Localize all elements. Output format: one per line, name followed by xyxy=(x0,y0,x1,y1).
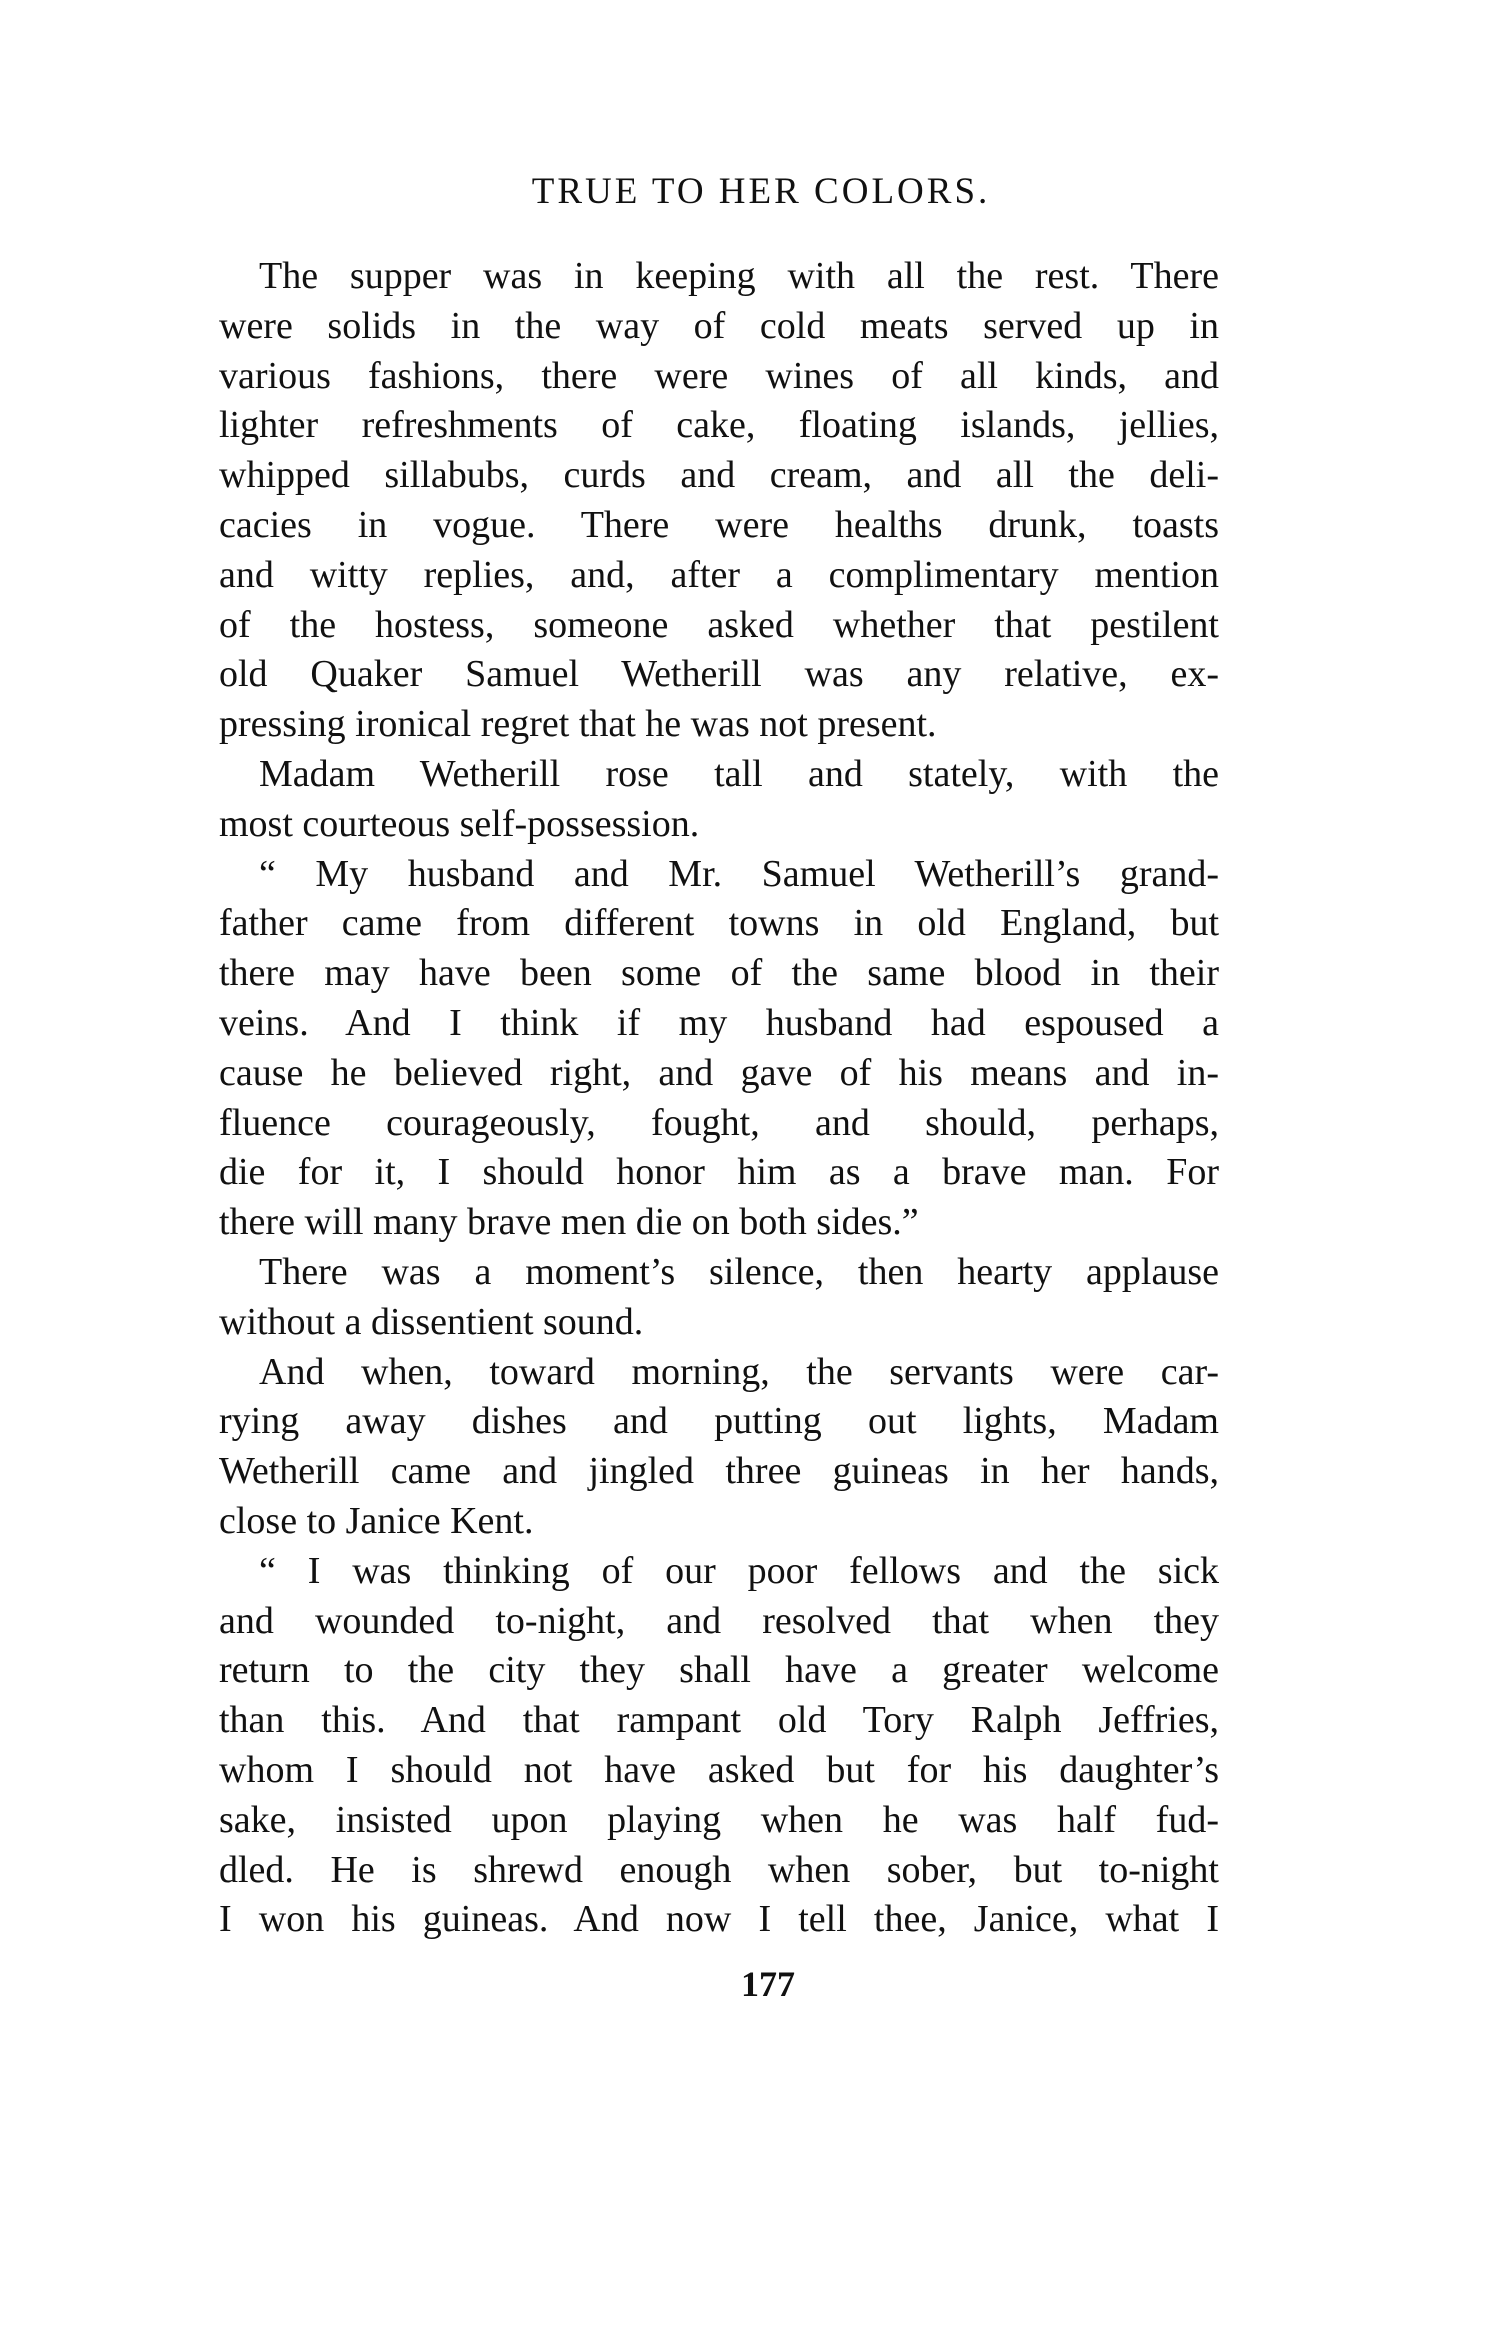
text-line: Madam Wetherill rose tall and stately, with the xyxy=(259,752,1219,795)
body-text xyxy=(219,252,1219,1945)
text-line: “ I was thinking of our poor fellows and the sick xyxy=(259,1549,1219,1592)
text-line: And when, toward morning, the servants were car- xyxy=(259,1350,1219,1393)
text-line: father came from different towns in old England, but xyxy=(219,902,1219,945)
text-line: and wounded to-night, and resolved that when they xyxy=(219,1599,1219,1642)
text-line: various fashions, there were wines of all kinds, and xyxy=(219,354,1219,397)
text-line: of the hostess, someone asked whether that pestilent xyxy=(219,603,1219,646)
text-line: whipped sillabubs, curds and cream, and all the deli- xyxy=(219,454,1219,497)
text-line: there may have been some of the same blood in their xyxy=(219,952,1219,995)
text-line: fluence courageously, fought, and should, perhaps, xyxy=(219,1101,1219,1144)
text-line: without a dissentient sound. xyxy=(219,1300,644,1343)
page-number: 177 xyxy=(741,1964,795,2004)
text-line: lighter refreshments of cake, floating islands, jellies, xyxy=(219,404,1219,447)
text-line: whom I should not have asked but for his daughter’s xyxy=(219,1748,1219,1791)
text-line: dled. He is shrewd enough when sober, but to-night xyxy=(219,1848,1219,1891)
text-line: close to Janice Kent. xyxy=(219,1499,534,1542)
text-line: cacies in vogue. There were healths drunk, toasts xyxy=(219,503,1219,546)
running-head: TRUE TO HER COLORS. xyxy=(531,171,991,212)
text-line: I won his guineas. And now I tell thee, Janice, what I xyxy=(219,1898,1219,1941)
text-line: old Quaker Samuel Wetherill was any relative, ex- xyxy=(219,653,1219,696)
text-line: sake, insisted upon playing when he was half fud- xyxy=(219,1798,1219,1841)
text-line: Wetherill came and jingled three guineas in her hands, xyxy=(219,1450,1219,1493)
text-line: were solids in the way of cold meats served up in xyxy=(219,304,1219,347)
text-line: veins. And I think if my husband had espoused a xyxy=(219,1001,1219,1044)
text-line: die for it, I should honor him as a brave man. For xyxy=(219,1151,1219,1194)
text-line: and witty replies, and, after a complimentary mention xyxy=(219,553,1219,596)
text-line: return to the city they shall have a greater welcome xyxy=(219,1649,1219,1692)
text-line: most courteous self-possession. xyxy=(219,802,700,845)
text-line: “ My husband and Mr. Samuel Wetherill’s grand- xyxy=(259,852,1219,895)
text-line: pressing ironical regret that he was not present. xyxy=(219,703,937,746)
text-line: than this. And that rampant old Tory Ralph Jeffries, xyxy=(219,1699,1219,1742)
text-line: there will many brave men die on both sides.” xyxy=(219,1201,919,1244)
text-line: rying away dishes and putting out lights, Madam xyxy=(219,1400,1219,1443)
text-line: The supper was in keeping with all the rest. There xyxy=(259,255,1219,297)
text-line: cause he believed right, and gave of his means and in- xyxy=(219,1051,1219,1094)
text-line: There was a moment’s silence, then hearty applause xyxy=(259,1250,1219,1293)
